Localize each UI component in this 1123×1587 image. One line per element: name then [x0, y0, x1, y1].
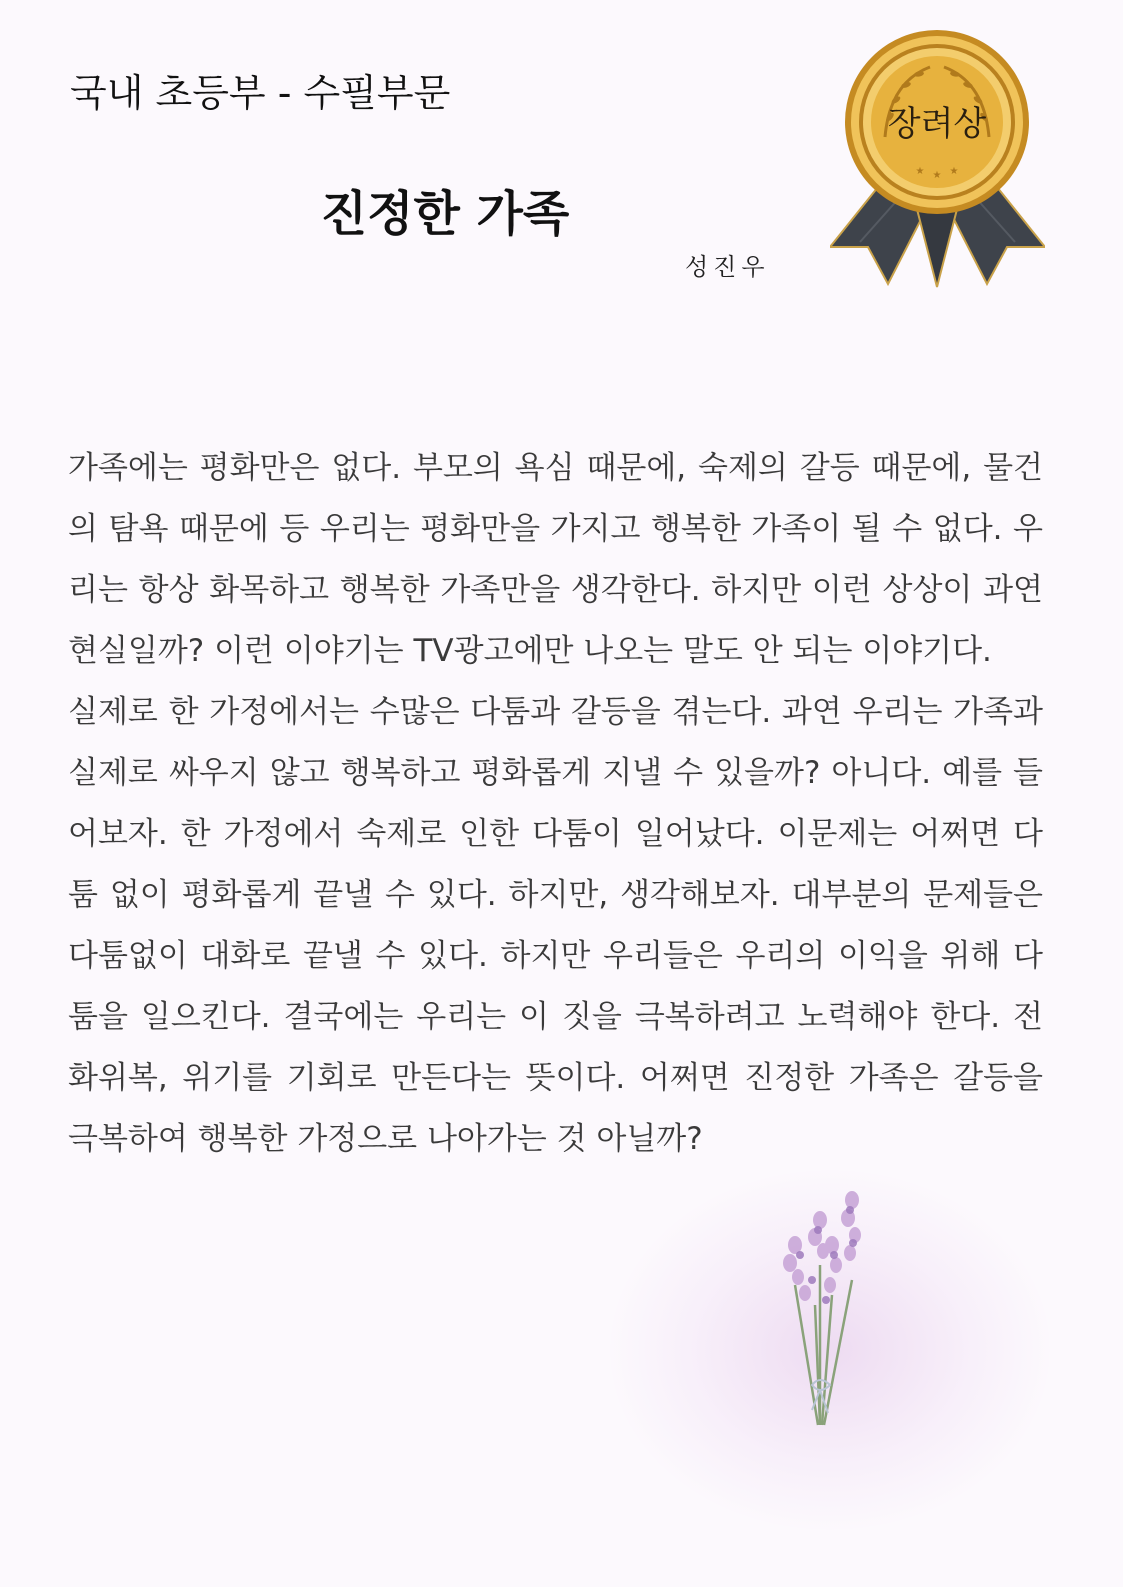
category-label: 국내 초등부 - 수필부문 — [70, 71, 451, 115]
essay-paragraph: 가족에는 평화만은 없다. 부모의 욕심 때문에, 숙제의 갈등 때문에, 물건의 탐욕 때문에 등 우리는 평화만을 가지고 행복한 가족이 될 수 없다. 우리는 항상 화목하고 행복한 가족만을 생각한다. 하지만 이런 상상이 과연 현실일까? 이런 이야기는 TV광고에만 나오는 말도 안 되는 이야기다. — [68, 450, 1043, 669]
lavender-bouquet-icon — [760, 1185, 880, 1435]
svg-text:★: ★ — [932, 170, 942, 181]
author-name: 성진우 — [685, 253, 770, 281]
award-label: 장려상 — [887, 104, 987, 144]
essay-body — [68, 438, 1043, 1170]
essay-title: 진정한 가족 — [320, 186, 570, 242]
gold-medal-icon — [830, 22, 1045, 297]
svg-text:★: ★ — [915, 166, 925, 177]
essay-paragraph: 실제로 한 가정에서는 수많은 다툼과 갈등을 겪는다. 과연 우리는 가족과 실제로 싸우지 않고 행복하고 평화롭게 지낼 수 있을까? 아니다. 예를 들어보자. 한 가정에서 숙제로 인한 다툼이 일어났다. 이문제는 어쩌면 다툼 없이 평화롭게 끝낼 수 있다. 하지만, 생각해보자. 대부분의 문제들은 다툼없이 대화로 끝낼 수 있다. 하지만 우리들은 우리의 이익을 위해 다툼을 일으킨다. 결국에는 우리는 이 짓을 극복하려고 노력해야 한다. 전화위복, 위기를 기회로 만든다는 뜻이다. 어쩌면 진정한 가족은 갈등을 극복하여 행복한 가정으로 나아가는 것 아닐까? — [68, 694, 1043, 1157]
svg-text:★: ★ — [949, 166, 959, 177]
award-medal — [830, 22, 1045, 297]
